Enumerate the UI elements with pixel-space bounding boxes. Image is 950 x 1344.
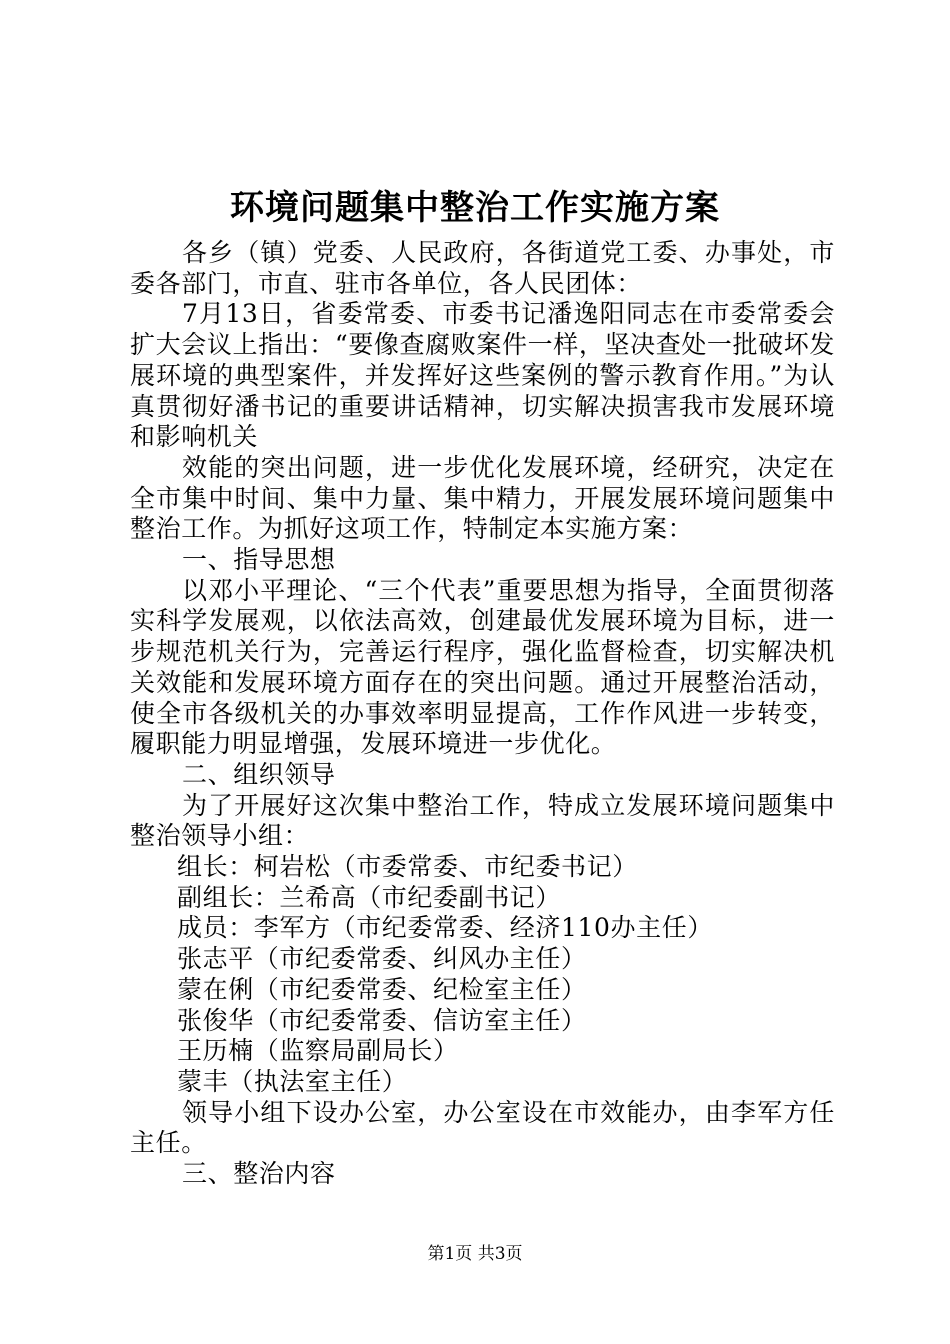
deputy-leader-line: 副组长：兰希高（市纪委副书记） — [177, 882, 562, 912]
intro-paragraph: 7月13日，省委常委、市委书记潘逸阳同志在市委常委会扩大会议上指出：“要像查腐败案件一样，坚决查处一批破坏发展环境的典型案件，并发挥好这些案例的警示教育作用。”为认真贯彻好潘书记的重要讲话精神，切实解决损害我市发展环境和影响机关 — [130, 299, 835, 452]
page-number-footer: 第1页 共3页 — [427, 1244, 523, 1264]
member-line: 蒙在俐（市纪委常委、纪检室主任） — [177, 974, 587, 1004]
member-line: 张志平（市纪委常委、纠风办主任） — [177, 944, 587, 974]
intro-paragraph-continued: 效能的突出问题，进一步优化发展环境，经研究，决定在全市集中时间、集中力量、集中精力，开展发展环境问题集中整治工作。为抓好这项工作，特制定本实施方案： — [130, 452, 835, 544]
member-line: 张俊华（市纪委常委、信访室主任） — [177, 1005, 587, 1035]
guiding-thought-paragraph: 以邓小平理论、“三个代表”重要思想为指导，全面贯彻落实科学发展观，以依法高效，创建最优发展环境为目标，进一步规范机关行为，完善运行程序，强化监督检查，切实解决机关效能和发展环境方面存在的突出问题。通过开展整治活动，使全市各级机关的办事效率明显提高，工作作风进一步转变，履职能力明显增强，发展环境进一步优化。 — [130, 575, 835, 759]
document-body — [130, 238, 835, 1190]
section-heading-organization: 二、组织领导 — [182, 759, 336, 789]
leader-line: 组长：柯岩松（市委常委、市纪委书记） — [177, 852, 638, 882]
office-paragraph: 领导小组下设办公室，办公室设在市效能办，由李军方任主任。 — [130, 1097, 835, 1158]
section-heading-guiding-thought: 一、指导思想 — [182, 545, 336, 575]
document-title: 环境问题集中整治工作实施方案 — [230, 188, 720, 228]
member-line: 蒙丰（执法室主任） — [177, 1066, 408, 1096]
member-line: 王历楠（监察局副局长） — [177, 1036, 459, 1066]
member-line: 成员：李军方（市纪委常委、经济110办主任） — [177, 913, 713, 943]
section-heading-content: 三、整治内容 — [182, 1159, 336, 1189]
organization-paragraph: 为了开展好这次集中整治工作，特成立发展环境问题集中整治领导小组： — [130, 790, 835, 851]
salutation-paragraph: 各乡（镇）党委、人民政府，各街道党工委、办事处，市委各部门，市直、驻市各单位，各人民团体： — [130, 238, 835, 298]
